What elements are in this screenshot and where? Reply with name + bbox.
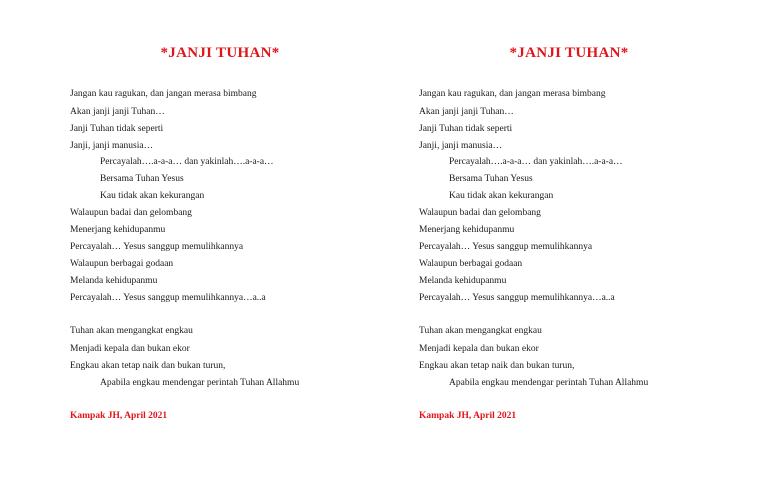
poem-title: *JANJI TUHAN* (509, 45, 629, 61)
poem-line: Akan janji janji Tuhan… (70, 107, 165, 117)
poem-line: Jangan kau ragukan, dan jangan merasa bimbang (419, 89, 606, 99)
poem-line: Bersama Tuhan Yesus (449, 174, 533, 184)
poem-line: Percayalah… Yesus sanggup memulihkannya…a..a (70, 293, 266, 303)
poem-line: Akan janji janji Tuhan… (419, 107, 514, 117)
poem-line: Menjadi kepala dan bukan ekor (419, 344, 539, 354)
poem-footer: Kampak JH, April 2021 (70, 411, 168, 421)
poem-line: Percayalah….a-a-a… dan yakinlah….a-a-a… (100, 157, 274, 167)
poem-line: Melanda kehidupanmu (70, 276, 158, 286)
poem-line: Janji Tuhan tidak seperti (419, 124, 513, 134)
poem-line: Walaupun badai dan gelombang (419, 208, 541, 218)
poem-line: Menjadi kepala dan bukan ekor (70, 344, 190, 354)
poem-footer: Kampak JH, April 2021 (419, 411, 517, 421)
poem-line: Apabila engkau mendengar perintah Tuhan Allahmu (100, 378, 300, 388)
poem-line: Menerjang kehidupanmu (419, 225, 515, 235)
poem-title: *JANJI TUHAN* (160, 45, 280, 61)
poem-line: Kau tidak akan kekurangan (100, 191, 205, 201)
poem-line: Walaupun berbagai godaan (419, 259, 523, 269)
poem-line: Tuhan akan mengangkat engkau (419, 326, 542, 336)
poem-line: Kau tidak akan kekurangan (449, 191, 554, 201)
poem-line: Apabila engkau mendengar perintah Tuhan Allahmu (449, 378, 649, 388)
poem-line: Melanda kehidupanmu (419, 276, 507, 286)
poem-line: Engkau akan tetap naik dan bukan turun, (70, 361, 226, 371)
poem-line: Bersama Tuhan Yesus (100, 174, 184, 184)
poem-line: Engkau akan tetap naik dan bukan turun, (419, 361, 575, 371)
poem-line: Walaupun badai dan gelombang (70, 208, 192, 218)
poem-line: Janji Tuhan tidak seperti (70, 124, 164, 134)
poem-line: Janji, janji manusia… (419, 141, 503, 151)
poem-line: Percayalah….a-a-a… dan yakinlah….a-a-a… (449, 157, 623, 167)
poem-line: Tuhan akan mengangkat engkau (70, 326, 193, 336)
poem-line: Janji, janji manusia… (70, 141, 154, 151)
poem-line: Walaupun berbagai godaan (70, 259, 174, 269)
poem-line: Jangan kau ragukan, dan jangan merasa bimbang (70, 89, 257, 99)
poem-line: Menerjang kehidupanmu (70, 225, 166, 235)
poem-line: Percayalah… Yesus sanggup memulihkannya (70, 242, 244, 252)
poem-line: Percayalah… Yesus sanggup memulihkannya (419, 242, 593, 252)
poem-line: Percayalah… Yesus sanggup memulihkannya…a..a (419, 293, 615, 303)
